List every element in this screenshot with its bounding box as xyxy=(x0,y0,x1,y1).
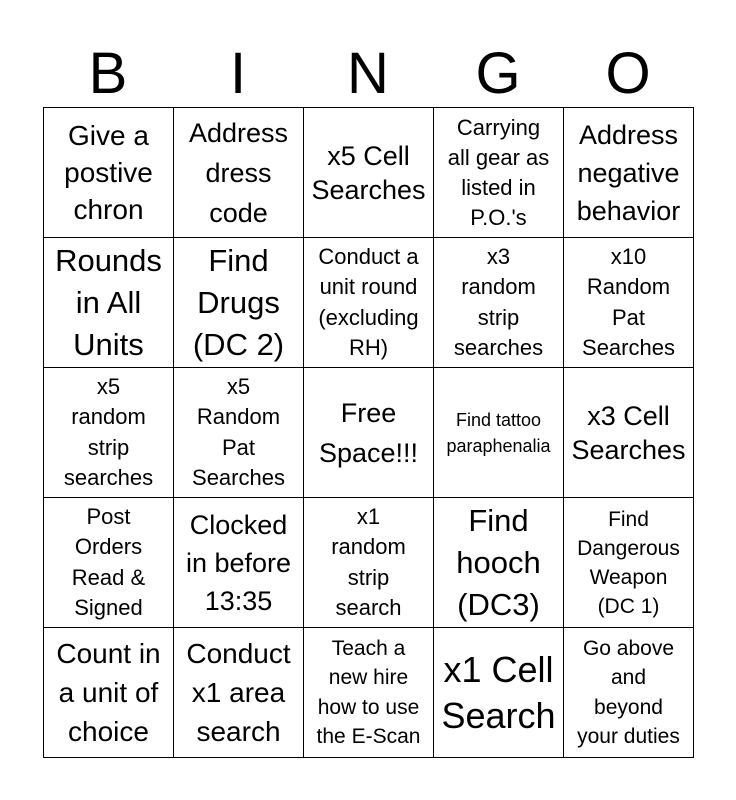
bingo-cell-i2[interactable] xyxy=(174,238,304,368)
header-letter-b: B xyxy=(88,41,128,106)
bingo-cell-b5[interactable] xyxy=(44,628,174,758)
bingo-cell-n3[interactable] xyxy=(304,368,434,498)
cell-text: Address negative behavior xyxy=(576,119,681,226)
cell-text: x3 Cell Searches xyxy=(571,400,686,465)
header-letter-i: I xyxy=(229,41,247,106)
bingo-cell-g5[interactable] xyxy=(434,628,564,758)
cell-text: x5 Cell Searches xyxy=(311,140,426,205)
bingo-cell-b2[interactable] xyxy=(44,238,174,368)
bingo-cell-i5[interactable] xyxy=(174,628,304,758)
cell-text: x10 Random Pat Searches xyxy=(582,243,675,360)
cell-text: Find tattoo paraphenalia xyxy=(446,409,551,456)
cell-text: Address dress code xyxy=(188,117,289,228)
bingo-cell-n5[interactable] xyxy=(304,628,434,758)
bingo-cell-g2[interactable] xyxy=(434,238,564,368)
cell-text: Post Orders Read & Signed xyxy=(71,503,146,620)
cell-text: x1 random strip search xyxy=(331,503,406,620)
cell-text: x5 Random Pat Searches xyxy=(192,373,285,490)
cell-text: x1 Cell Search xyxy=(441,648,556,736)
header-letter-g: G xyxy=(475,41,521,106)
cell-text: Give a postive chron xyxy=(64,120,153,225)
bingo-cell-o2[interactable] xyxy=(564,238,694,368)
header-letter-n: N xyxy=(347,41,389,106)
cell-text: Count in a unit of choice xyxy=(56,638,161,747)
bingo-cell-o4[interactable] xyxy=(564,498,694,628)
cell-text: Find hooch (DC3) xyxy=(456,502,541,622)
cell-text: x3 random strip searches xyxy=(453,243,544,360)
bingo-cell-g1[interactable] xyxy=(434,108,564,238)
bingo-cell-o3[interactable] xyxy=(564,368,694,498)
cell-text: Carrying all gear as listed in P.O.'s xyxy=(447,114,550,230)
bingo-cell-g3[interactable] xyxy=(434,368,564,498)
bingo-card-grid xyxy=(43,107,694,758)
cell-text: x5 random strip searches xyxy=(63,373,154,490)
cell-text: Rounds in All Units xyxy=(55,242,162,362)
bingo-cell-i4[interactable] xyxy=(174,498,304,628)
bingo-cell-b4[interactable] xyxy=(44,498,174,628)
cell-text: Go above and beyond your duties xyxy=(577,636,680,748)
cell-text: Clocked in before 13:35 xyxy=(185,509,292,616)
cell-text: Teach a new hire how to use the E-Scan xyxy=(316,636,421,748)
bingo-cell-o1[interactable] xyxy=(564,108,694,238)
cell-text: Find Dangerous Weapon (DC 1) xyxy=(577,507,680,618)
cell-text: Free Space!!! xyxy=(318,397,419,468)
bingo-cell-n2[interactable] xyxy=(304,238,434,368)
bingo-cell-b3[interactable] xyxy=(44,368,174,498)
bingo-cell-g4[interactable] xyxy=(434,498,564,628)
cell-text: Conduct x1 area search xyxy=(186,638,291,747)
bingo-header xyxy=(43,42,693,106)
bingo-cell-n4[interactable] xyxy=(304,498,434,628)
bingo-cell-i3[interactable] xyxy=(174,368,304,498)
bingo-cell-o5[interactable] xyxy=(564,628,694,758)
cell-text: Find Drugs (DC 2) xyxy=(192,242,285,362)
bingo-cell-b1[interactable] xyxy=(44,108,174,238)
header-letter-o: O xyxy=(605,41,651,106)
cell-text: Conduct a unit round (excluding RH) xyxy=(318,243,419,360)
bingo-cell-n1[interactable] xyxy=(304,108,434,238)
bingo-cell-i1[interactable] xyxy=(174,108,304,238)
